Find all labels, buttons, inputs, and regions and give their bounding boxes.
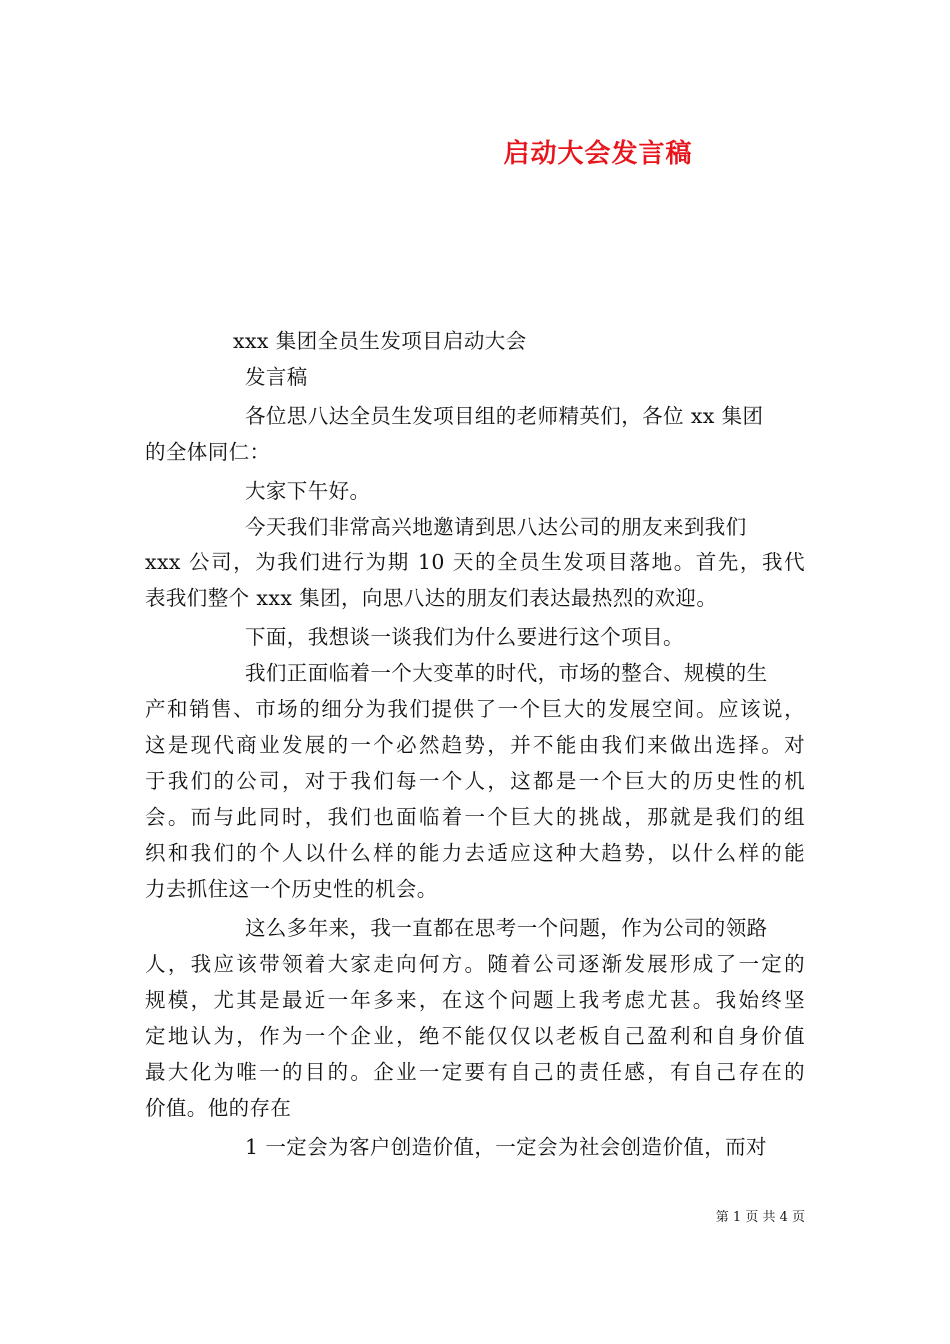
text-line: 今天我们非常高兴地邀请到思八达公司的朋友来到我们 bbox=[245, 515, 747, 539]
text-line: 最大化为唯一的目的。企业一定要有自己的责任感，有自己存在的 bbox=[145, 1060, 805, 1084]
text-line: 力去抓住这一个历史性的机会。 bbox=[145, 877, 438, 901]
text-line: xxx 公司，为我们进行为期 10 天的全员生发项目落地。首先，我代 bbox=[145, 550, 805, 574]
text-line: 各位思八达全员生发项目组的老师精英们，各位 xx 集团 bbox=[245, 404, 764, 428]
text-line: 1 一定会为客户创造价值，一定会为社会创造价值，而对 bbox=[245, 1135, 767, 1159]
text-line: 于我们的公司，对于我们每一个人，这都是一个巨大的历史性的机 bbox=[145, 769, 805, 793]
text-line: 表我们整个 xxx 集团，向思八达的朋友们表达最热烈的欢迎。 bbox=[145, 586, 718, 610]
text-line: 定地认为，作为一个企业，绝不能仅仅以老板自己盈利和自身价值 bbox=[145, 1024, 805, 1048]
text-line: 的全体同仁： bbox=[145, 440, 271, 464]
text-line: 价值。他的存在 bbox=[145, 1096, 292, 1120]
page-footer: 第 1 页 共 4 页 bbox=[715, 1210, 805, 1225]
heading-line-1: xxx 集团全员生发项目启动大会 bbox=[233, 329, 527, 353]
text-line: 织和我们的个人以什么样的能力去适应这种大趋势，以什么样的能 bbox=[145, 841, 805, 865]
document-title: 启动大会发言稿 bbox=[503, 139, 693, 169]
text-line: 会。而与此同时，我们也面临着一个巨大的挑战，那就是我们的组 bbox=[145, 805, 805, 829]
text-line: 规模，尤其是最近一年多来，在这个问题上我考虑尤甚。我始终坚 bbox=[145, 988, 805, 1012]
text-line: 这么多年来，我一直都在思考一个问题，作为公司的领路 bbox=[245, 916, 768, 940]
text-line: 大家下午好。 bbox=[245, 479, 371, 503]
text-line: 下面，我想谈一谈我们为什么要进行这个项目。 bbox=[245, 625, 684, 649]
text-line: 这是现代商业发展的一个必然趋势，并不能由我们来做出选择。对 bbox=[145, 733, 805, 757]
text-line: 人，我应该带领着大家走向何方。随着公司逐渐发展形成了一定的 bbox=[145, 952, 805, 976]
heading-line-2: 发言稿 bbox=[245, 365, 308, 389]
text-line: 产和销售、市场的细分为我们提供了一个巨大的发展空间。应该说， bbox=[145, 697, 805, 721]
text-line: 我们正面临着一个大变革的时代，市场的整合、规模的生 bbox=[245, 661, 768, 685]
